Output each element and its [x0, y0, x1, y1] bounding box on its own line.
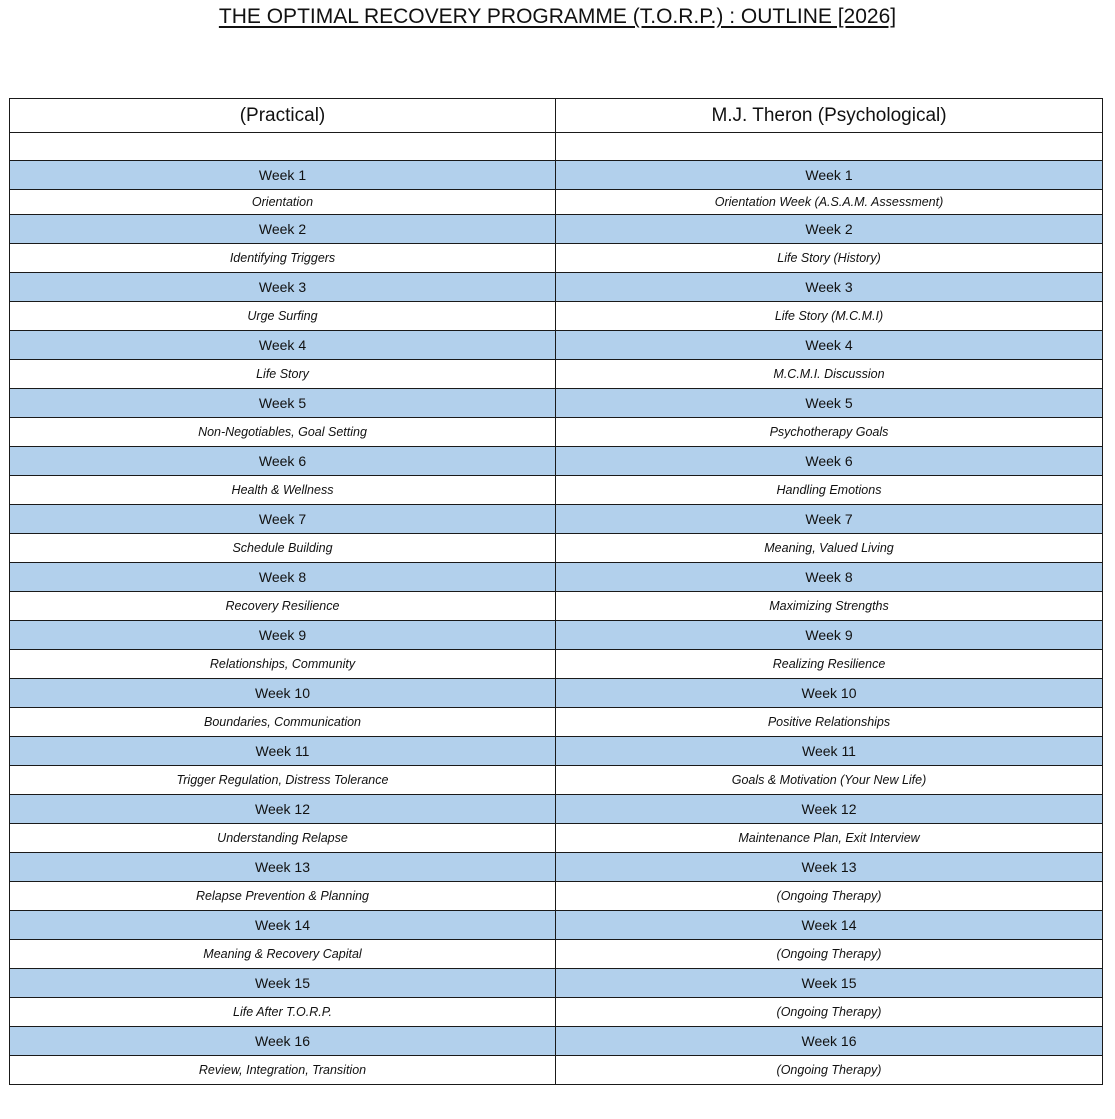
week-row — [10, 215, 1103, 244]
topic-row — [10, 882, 1103, 911]
practical-topic-cell: Recovery Resilience — [10, 592, 556, 621]
practical-week-cell: Week 11 — [10, 737, 556, 766]
psychological-week-cell: Week 3 — [556, 273, 1103, 302]
outline-table-body — [10, 99, 1103, 1085]
psychological-week-cell: Week 9 — [556, 621, 1103, 650]
topic-row — [10, 360, 1103, 389]
topic-row — [10, 766, 1103, 795]
psychological-topic-cell: Life Story (M.C.M.I) — [556, 302, 1103, 331]
practical-topic-cell: Schedule Building — [10, 534, 556, 563]
practical-topic-cell: Boundaries, Communication — [10, 708, 556, 737]
practical-week-cell: Week 10 — [10, 679, 556, 708]
topic-row — [10, 418, 1103, 447]
practical-topic-cell: Urge Surfing — [10, 302, 556, 331]
week-row — [10, 795, 1103, 824]
week-row — [10, 737, 1103, 766]
week-row — [10, 621, 1103, 650]
week-row — [10, 273, 1103, 302]
topic-row — [10, 476, 1103, 505]
topic-row — [10, 650, 1103, 679]
psychological-topic-cell: Positive Relationships — [556, 708, 1103, 737]
practical-topic-cell: Relationships, Community — [10, 650, 556, 679]
topic-row — [10, 244, 1103, 273]
psychological-topic-cell: Realizing Resilience — [556, 650, 1103, 679]
psychological-topic-cell: (Ongoing Therapy) — [556, 882, 1103, 911]
psychological-topic-cell: (Ongoing Therapy) — [556, 1056, 1103, 1085]
psychological-week-cell: Week 1 — [556, 161, 1103, 190]
programme-outline-table — [9, 98, 1103, 1085]
psychological-week-cell: Week 8 — [556, 563, 1103, 592]
empty-row — [10, 133, 1103, 161]
psychological-topic-cell: Goals & Motivation (Your New Life) — [556, 766, 1103, 795]
practical-week-cell: Week 8 — [10, 563, 556, 592]
practical-week-cell: Week 12 — [10, 795, 556, 824]
week-row — [10, 447, 1103, 476]
week-row — [10, 505, 1103, 534]
psychological-week-cell: Week 15 — [556, 969, 1103, 998]
practical-week-cell: Week 15 — [10, 969, 556, 998]
psychological-topic-cell: Life Story (History) — [556, 244, 1103, 273]
topic-row — [10, 998, 1103, 1027]
practical-topic-cell: Review, Integration, Transition — [10, 1056, 556, 1085]
practical-topic-cell: Orientation — [10, 190, 556, 215]
practical-topic-cell: Life After T.O.R.P. — [10, 998, 556, 1027]
psychological-week-cell: Week 7 — [556, 505, 1103, 534]
psychological-week-cell: Week 4 — [556, 331, 1103, 360]
practical-week-cell: Week 16 — [10, 1027, 556, 1056]
psychological-topic-cell: (Ongoing Therapy) — [556, 998, 1103, 1027]
practical-week-cell: Week 3 — [10, 273, 556, 302]
practical-week-cell: Week 14 — [10, 911, 556, 940]
psychological-topic-cell: Psychotherapy Goals — [556, 418, 1103, 447]
week-row — [10, 679, 1103, 708]
topic-row — [10, 592, 1103, 621]
practical-week-cell: Week 4 — [10, 331, 556, 360]
week-row — [10, 389, 1103, 418]
psychological-week-cell: Week 6 — [556, 447, 1103, 476]
empty-cell — [10, 133, 556, 161]
week-row — [10, 331, 1103, 360]
practical-topic-cell: Identifying Triggers — [10, 244, 556, 273]
practical-topic-cell: Non-Negotiables, Goal Setting — [10, 418, 556, 447]
practical-topic-cell: Understanding Relapse — [10, 824, 556, 853]
psychological-week-cell: Week 12 — [556, 795, 1103, 824]
topic-row — [10, 302, 1103, 331]
topic-row — [10, 1056, 1103, 1085]
practical-week-cell: Week 1 — [10, 161, 556, 190]
week-row — [10, 853, 1103, 882]
topic-row — [10, 190, 1103, 215]
practical-week-cell: Week 2 — [10, 215, 556, 244]
psychological-week-cell: Week 16 — [556, 1027, 1103, 1056]
week-row — [10, 1027, 1103, 1056]
practical-topic-cell: Relapse Prevention & Planning — [10, 882, 556, 911]
practical-topic-cell: Meaning & Recovery Capital — [10, 940, 556, 969]
topic-row — [10, 940, 1103, 969]
psychological-topic-cell: Maintenance Plan, Exit Interview — [556, 824, 1103, 853]
practical-column-header: (Practical) — [10, 99, 556, 133]
psychological-topic-cell: Handling Emotions — [556, 476, 1103, 505]
psychological-topic-cell: (Ongoing Therapy) — [556, 940, 1103, 969]
psychological-column-header: M.J. Theron (Psychological) — [556, 99, 1103, 133]
psychological-topic-cell: Orientation Week (A.S.A.M. Assessment) — [556, 190, 1103, 215]
psychological-week-cell: Week 14 — [556, 911, 1103, 940]
topic-row — [10, 534, 1103, 563]
empty-cell — [556, 133, 1103, 161]
week-row — [10, 969, 1103, 998]
psychological-week-cell: Week 13 — [556, 853, 1103, 882]
document-title: THE OPTIMAL RECOVERY PROGRAMME (T.O.R.P.) : OUTLINE [2026] — [218, 5, 897, 28]
practical-topic-cell: Trigger Regulation, Distress Tolerance — [10, 766, 556, 795]
psychological-topic-cell: Maximizing Strengths — [556, 592, 1103, 621]
header-row — [10, 99, 1103, 133]
practical-topic-cell: Life Story — [10, 360, 556, 389]
practical-week-cell: Week 7 — [10, 505, 556, 534]
psychological-week-cell: Week 11 — [556, 737, 1103, 766]
practical-week-cell: Week 6 — [10, 447, 556, 476]
psychological-week-cell: Week 10 — [556, 679, 1103, 708]
week-row — [10, 161, 1103, 190]
practical-week-cell: Week 13 — [10, 853, 556, 882]
psychological-week-cell: Week 2 — [556, 215, 1103, 244]
topic-row — [10, 824, 1103, 853]
practical-topic-cell: Health & Wellness — [10, 476, 556, 505]
practical-week-cell: Week 5 — [10, 389, 556, 418]
psychological-week-cell: Week 5 — [556, 389, 1103, 418]
week-row — [10, 911, 1103, 940]
practical-week-cell: Week 9 — [10, 621, 556, 650]
week-row — [10, 563, 1103, 592]
topic-row — [10, 708, 1103, 737]
psychological-topic-cell: M.C.M.I. Discussion — [556, 360, 1103, 389]
psychological-topic-cell: Meaning, Valued Living — [556, 534, 1103, 563]
